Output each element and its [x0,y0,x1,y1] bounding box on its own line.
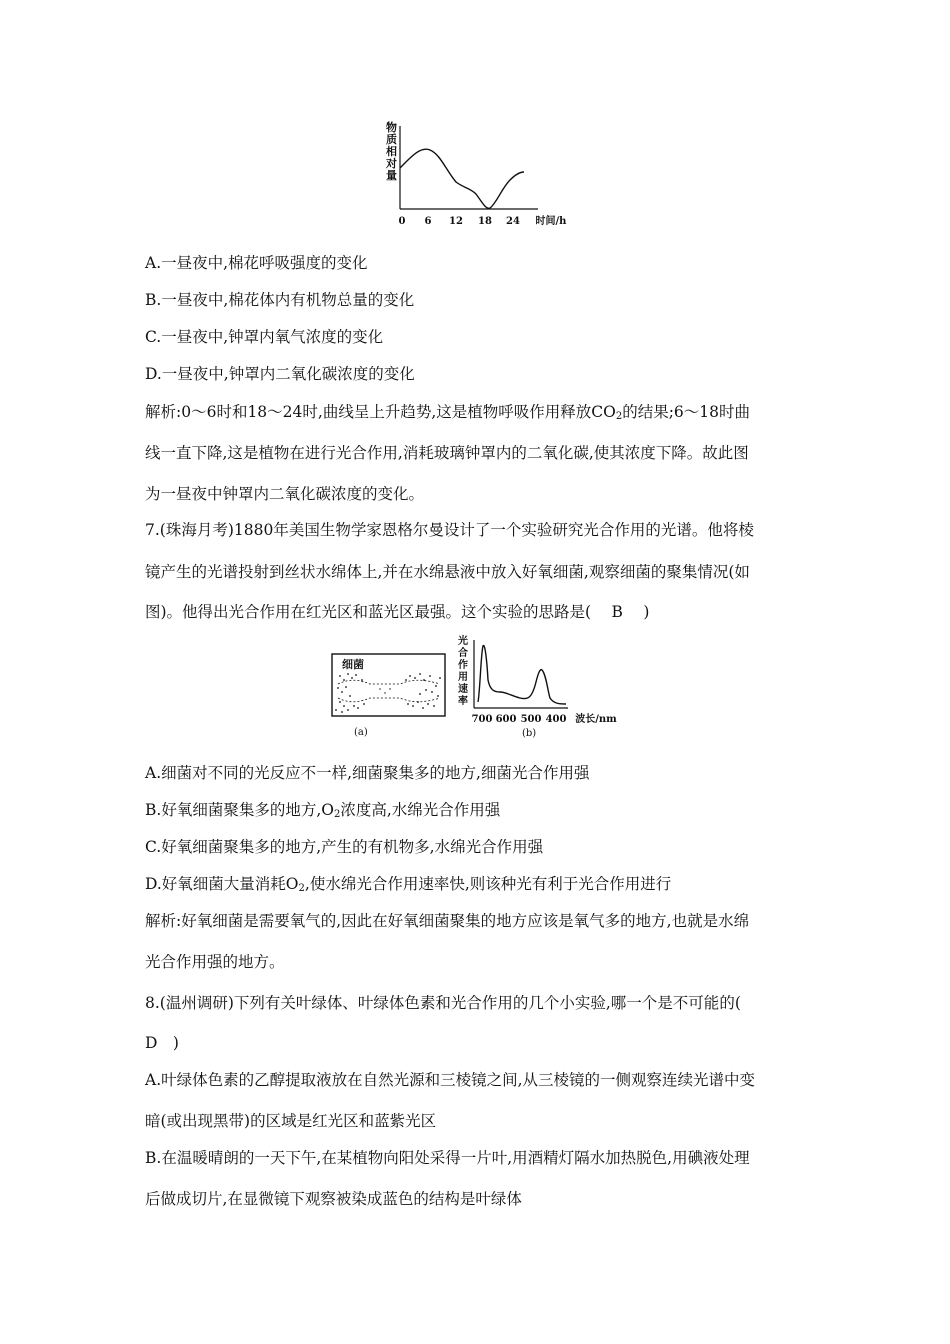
bacteria-dots [335,673,441,713]
y-label-char: 光 [458,636,468,647]
x-axis-unit: 时间/h [535,216,567,227]
q7-option-d: D.好氧细菌大量消耗$O_2$,使水绵光合作用速率快,则该种光有利于光合作用进行 [145,875,672,894]
q6-option-d: D.一昼夜中,钟罩内二氧化碳浓度的变化 [145,365,415,383]
q6-option-b: B.一昼夜中,棉花体内有机物总量的变化 [145,291,415,309]
q7-stem-line-2: 镜产生的光谱投射到丝状水绵体上,并在水绵悬液中放入好氧细菌,观察细菌的聚集情况(如 [145,563,750,581]
curve [400,149,524,208]
caption-b: (b) [522,728,537,739]
figure-action-spectrum [450,632,630,742]
q8-stem-line-1: 8.(温州调研)下列有关叶绿体、叶绿体色素和光合作用的几个小实验,哪一个是不可能的( [145,994,741,1012]
y-label-char: 速 [458,684,468,695]
q6-analysis-line-1: 解析:0～6时和18～24时,曲线呈上升趋势,这是植物呼吸作用释放$CO_2$的结果;6～18时曲 [145,403,751,422]
y-label-char: 合 [458,648,468,659]
q7-option-c: C.好氧细菌聚集多的地方,产生的有机物多,水绵光合作用强 [145,838,544,856]
q8-option-a-line-2: 暗(或出现黑带)的区域是红光区和蓝紫光区 [145,1112,437,1130]
x-tick: 400 [545,714,567,725]
bacteria-label: 细菌 [342,658,364,671]
x-tick: 24 [506,216,520,227]
spectrum-curve [478,645,566,704]
q6-analysis-line-3: 为一昼夜中钟罩内二氧化碳浓度的变化。 [145,485,425,503]
q8-option-a-line-1: A.叶绿体色素的乙醇提取液放在自然光源和三棱镜之间,从三棱镜的一侧观察连续光谱中变 [145,1071,756,1089]
q7-stem-line-3: 图)。他得出光合作用在红光区和蓝光区最强。这个实验的思路是( B ) [145,603,650,621]
x-tick: 12 [449,216,463,227]
y-label-char: 作 [458,660,468,671]
y-label-char: 质 [386,133,397,146]
y-label-char: 对 [386,157,397,170]
q7-analysis-line-1: 解析:好氧细菌是需要氧气的,因此在好氧细菌聚集的地方应该是氧气多的地方,也就是水绵 [145,912,750,930]
x-tick: 0 [398,216,406,227]
x-tick: 18 [478,216,492,227]
y-axis-label [458,634,468,707]
y-label-char: 用 [458,672,468,683]
x-tick: 6 [424,216,432,227]
x-ticks [399,216,520,227]
y-label-char: 量 [386,169,397,182]
q6-option-a: A.一昼夜中,棉花呼吸强度的变化 [145,254,368,272]
q8-option-b-line-2: 后做成切片,在显微镜下观察被染成蓝色的结构是叶绿体 [145,1190,522,1208]
x-tick: 500 [520,714,542,725]
x-tick: 700 [471,714,493,725]
q7-stem-line-1: 7.(珠海月考)1880年美国生物学家恩格尔曼设计了一个实验研究光合作用的光谱。他将棱 [145,521,754,539]
y-label-char: 物 [386,121,397,134]
algae-filament [338,680,440,702]
x-ticks [472,714,567,725]
y-label-char: 率 [458,696,468,707]
figure-bacteria-distribution [320,640,450,740]
y-label-char: 相 [386,145,397,158]
q7-option-a: A.细菌对不同的光反应不一样,细菌聚集多的地方,细菌光合作用强 [145,764,590,782]
q7-option-b: B.好氧细菌聚集多的地方$,O_2$浓度高,水绵光合作用强 [145,801,501,820]
x-tick: 600 [495,714,517,725]
q8-option-b-line-1: B.在温暖晴朗的一天下午,在某植物向阳处采得一片叶,用酒精灯隔水加热脱色,用碘液处理 [145,1149,750,1167]
figure-daily-curve [368,118,588,233]
x-axis-unit: 波长/nm [575,714,617,725]
caption-a: (a) [354,727,368,738]
q8-stem-line-2: D ) [145,1034,179,1052]
q6-analysis-line-2: 线一直下降,这是植物在进行光合作用,消耗玻璃钟罩内的二氧化碳,使其浓度下降。故此图 [145,444,749,462]
q6-option-c: C.一昼夜中,钟罩内氧气浓度的变化 [145,328,384,346]
y-axis-label [385,120,397,182]
q7-analysis-line-2: 光合作用强的地方。 [145,953,285,971]
